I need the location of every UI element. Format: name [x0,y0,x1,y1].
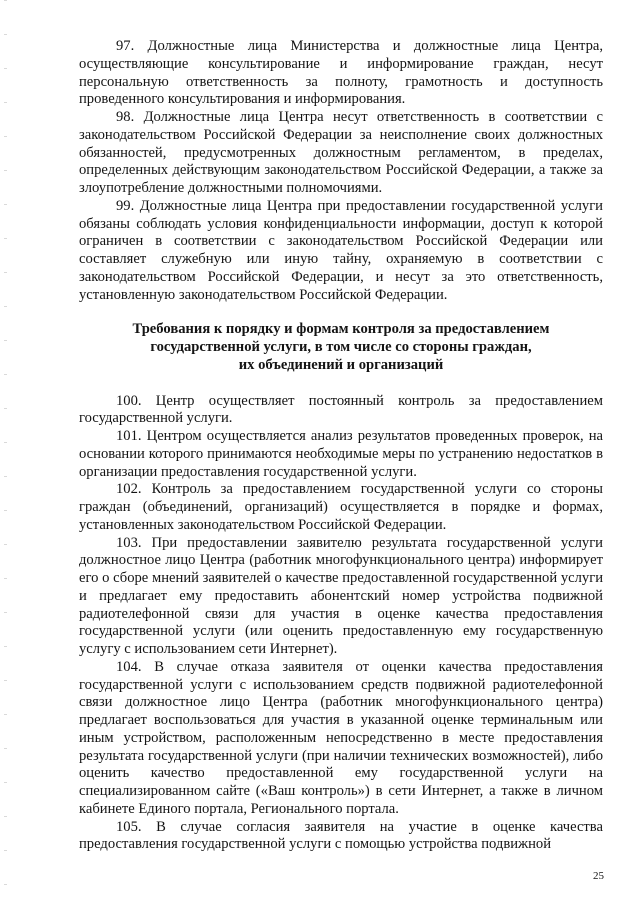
paragraph-102: 102. Контроль за предоставлением государственной услуги со стороны граждан (объединений, организаций) осуществляется в порядке и формах, установленных законодательством Российской Федерации. [79,481,603,533]
page-number: 25 [593,870,604,882]
section-heading [79,321,603,374]
paragraph-100: 100. Центр осуществляет постоянный контроль за предоставлением государственной услуги. [79,392,603,427]
paragraph-97: 97. Должностные лица Министерства и должностные лица Центра, осуществляющие консультирование и информирование граждан, несут персональную ответственность за полноту, грамотность и доступность проведенного консультирования и информирования. [79,38,603,108]
paragraph-98: 98. Должностные лица Центра несут ответственность в соответствии с законодательством Российской Федерации за неисполнение своих должностных обязанностей, предусмотренных должностным регламентом, в пределах, определенных действующим законодательством Российской Федерации, а также за злоупотребление должностными полномочиями. [79,109,603,196]
section-heading-line-1: Требования к порядку и формам контроля за предоставлением [132,321,550,338]
paragraph-104: 104. В случае отказа заявителя от оценки качества предоставления государственной услуги с использованием средств подвижной радиотелефонной связи должностное лицо Центра (работник многофункционального центра) предлагает воспользоваться для участия в указанной оценке терминальным или иным устройством, расположенным непосредственно в месте предоставления результата государственной услуги (при наличии технических возможностей), либо оценить качество предоставленной ему государственной услуги на специализированном сайте («Ваш контроль») в сети Интернет, а также в личном кабинете Единого портала, Регионального портала. [79,658,603,817]
document-body [79,38,603,854]
paragraph-105: 105. В случае согласия заявителя на участие в оценке качества предоставления государственной услуги с помощью устройства подвижной [79,818,603,853]
section-heading-line-2: государственной услуги, в том числе со стороны граждан, [150,339,532,355]
paragraph-101: 101. Центром осуществляется анализ результатов проведенных проверок, на основании которого принимаются необходимые меры по устранению недостатков в организации предоставления государственной услуги. [79,428,603,480]
paragraph-99: 99. Должностные лица Центра при предоставлении государственной услуги обязаны соблюдать условия конфиденциальности информации, доступ к которой ограничен в соответствии с законодательством Российской Федерации или составляет служебную или иную тайну, охраняемую в соответствии с законодательством Российской Федерации, и несут за это ответственность, установленную законодательством Российской Федерации. [79,197,603,303]
paragraph-103: 103. При предоставлении заявителю результата государственной услуги должностное лицо Центра (работник многофункционального центра) информирует его о сборе мнений заявителей о качестве предоставленной государственной услуги и предлагает ему предоставить абонентский номер устройства подвижной радиотелефонной связи для участия в оценке качества предоставления государственной услуги (или оценить предоставленную ему государственную услугу с использованием сети Интернет). [79,534,603,657]
section-heading-line-3: их объединений и организаций [238,356,444,373]
binding-edge-marks [4,0,10,905]
